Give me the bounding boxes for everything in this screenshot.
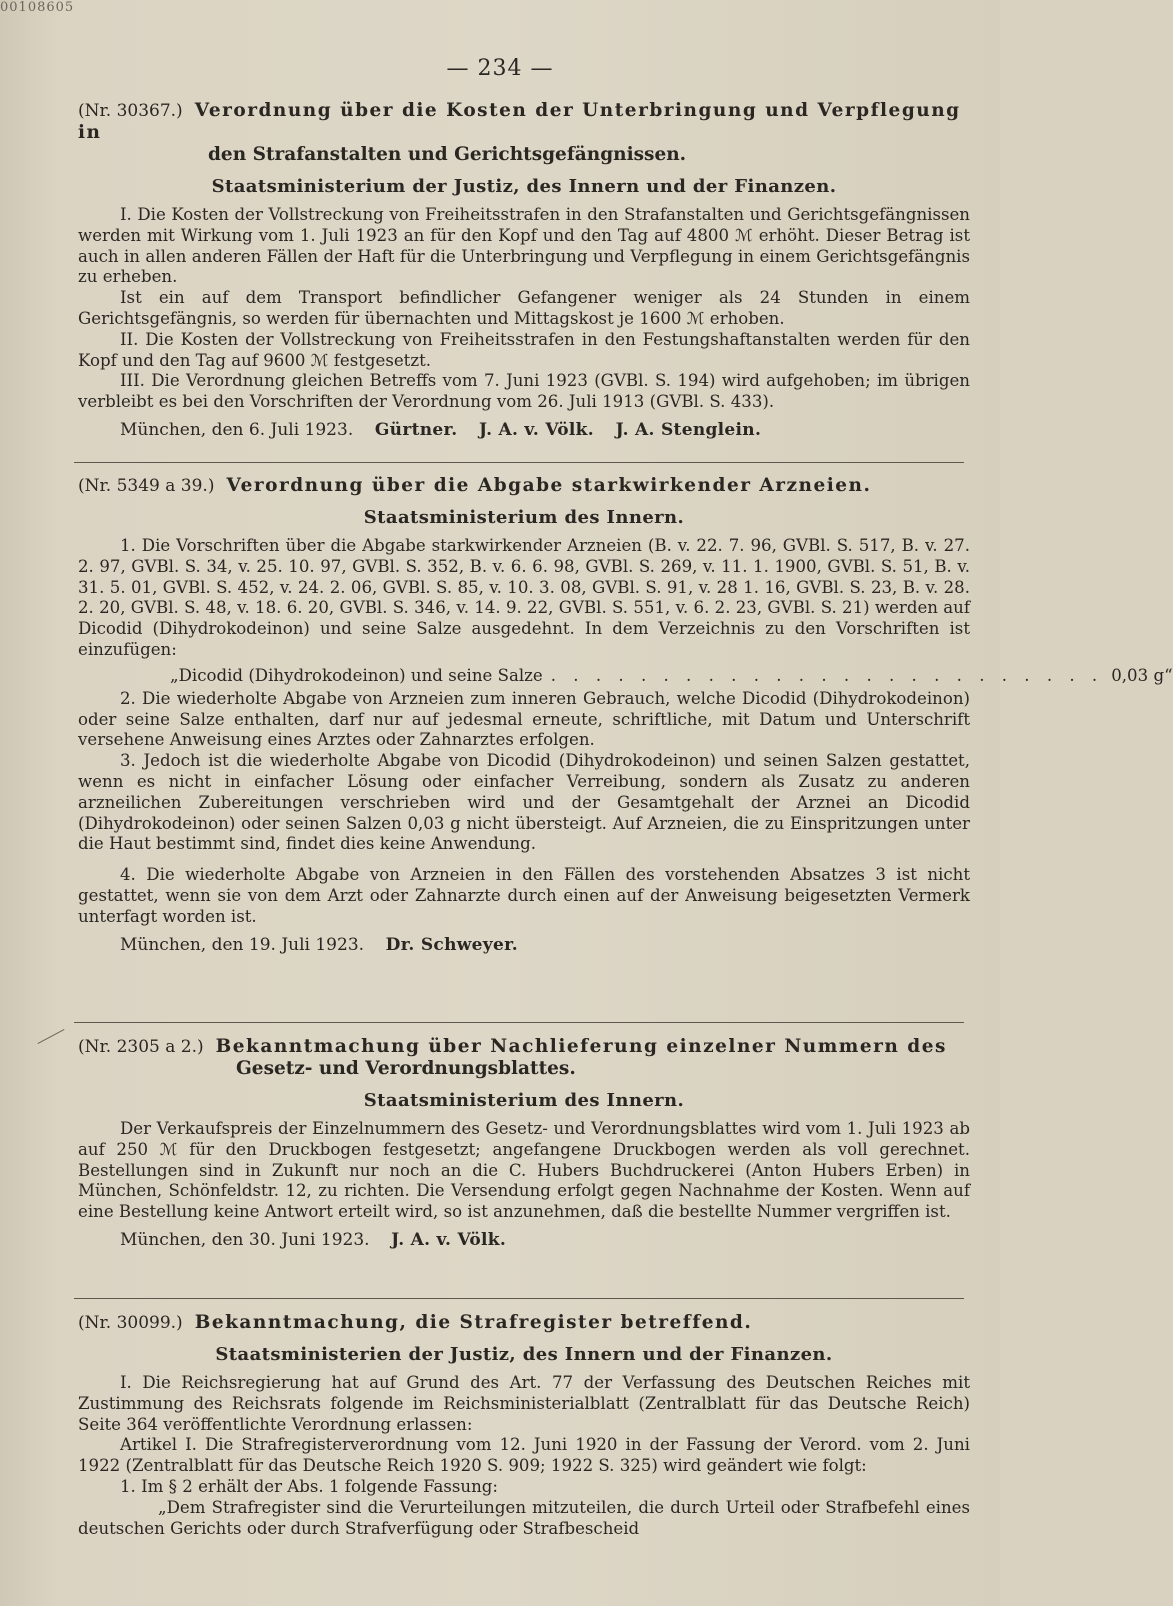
section-divider	[74, 462, 964, 463]
entry-amount: 0,03 g“	[1111, 665, 1173, 685]
signature-name: Gürtner.	[374, 419, 458, 440]
section-header	[78, 475, 970, 497]
section-title-continued: Gesetz- und Verordnungsblattes.	[236, 1058, 576, 1079]
section-strafregister	[78, 1312, 970, 1539]
paragraph: Der Verkaufspreis der Einzelnummern des Gesetz- und Verordnungsblattes wird vom 1. Juli 1923 ab auf 250 ℳ für den Druckbogen festgesetzt; angefangene Druckbogen werden als voll gerechnet. Bestellungen sind in Zukunft nur noch an die C. Hubers Buchdruckerei (Anton Hubers Erben) in München, Schönfeldstr. 12, zu richten. Die Versendung erfolgt gegen Nachnahme der Kosten. Wenn auf eine Bestellung keine Antwort erteilt wird, so ist anzunehmen, daß die bestellte Nummer vergriffen ist.	[78, 1119, 970, 1222]
section-title: Verordnung über die Kosten der Unterbringung und Verpflegung in	[78, 100, 961, 143]
ministry-heading: Staatsministerium des Innern.	[363, 507, 685, 528]
signature-place-date: München, den 19. Juli 1923.	[120, 934, 365, 955]
corner-code: 00108605	[0, 0, 75, 15]
section-number: (Nr. 30367.)	[78, 101, 183, 121]
section-nachlieferung	[78, 1036, 970, 1251]
signature-line	[78, 1229, 970, 1251]
section-title: Bekanntmachung, die Strafregister betreffend.	[194, 1312, 753, 1333]
section-number: (Nr. 30099.)	[78, 1313, 183, 1333]
signature-name: J. A. v. Völk.	[479, 419, 594, 440]
section-title-continued: den Strafanstalten und Gerichtsgefängnissen.	[208, 144, 687, 165]
paragraph: Ist ein auf dem Transport befindlicher Gefangener weniger als 24 Stunden in einem Gerichtsgefängnis, so werden für übernachten und Mittagskost je 1600 ℳ erhoben.	[78, 288, 970, 328]
section-title: Verordnung über die Abgabe starkwirkender Arzneien.	[226, 475, 872, 496]
section-header	[78, 1036, 970, 1058]
paragraph: II. Die Kosten der Vollstreckung von Freiheitsstrafen in den Festungshaftanstalten werden für den Kopf und den Tag auf 9600 ℳ festgesetzt.	[78, 329, 970, 370]
paragraph: 4. Die wiederholte Abgabe von Arzneien in den Fällen des vorstehenden Absatzes 3 ist nicht gestattet, wenn sie von dem Arzt oder Zahnarzte durch einen auf der Anweisung beigesetzten Vermerk unterfagt worden ist.	[78, 865, 970, 926]
section-arzneien	[78, 475, 1173, 956]
signature-line	[78, 934, 970, 956]
section-number: (Nr. 5349 a 39.)	[78, 476, 215, 496]
section-header	[78, 1312, 970, 1334]
section-kosten-unterbringung	[78, 100, 970, 441]
signature-place-date: München, den 6. Juli 1923.	[120, 419, 354, 440]
signature-name: J. A. v. Völk.	[391, 1229, 507, 1250]
margin-pencil-mark	[38, 1029, 65, 1044]
paragraph: Artikel I. Die Strafregisterverordnung vom 12. Juni 1920 in der Fassung der Verord. vom 2. Juni 1922 (Zentralblatt für das Deutsche Reich 1920 S. 909; 1922 S. 325) wird geändert wie folgt:	[78, 1435, 970, 1476]
entry-leader-dots: . . . . . . . . . . . . . . . . . . . . . . . . .	[550, 665, 1104, 685]
ministry-heading: Staatsministerium der Justiz, des Innern und der Finanzen.	[211, 176, 837, 197]
ministry-heading: Staatsministerium des Innern.	[363, 1090, 685, 1111]
ministry-heading: Staatsministerien der Justiz, des Innern und der Finanzen.	[215, 1344, 833, 1365]
page-number: — 234 —	[446, 56, 554, 81]
paragraph: 3. Jedoch ist die wiederholte Abgabe von Dicodid (Dihydrokodeinon) und seinen Salzen gestattet, wenn es nicht in einfacher Lösung oder einfacher Verreibung, sondern als Zusatz zu anderen arzneilichen Zubereitungen verschrieben wird und der Gesamtgehalt der Arznei an Dicodid (Dihydrokodeinon) oder seinen Salzen 0,03 g nicht übersteigt. Auf Arzneien, die zu Einspritzungen unter die Haut bestimmt sind, findet dies keine Anwendung.	[78, 751, 970, 854]
paragraph: I. Die Reichsregierung hat auf Grund des Art. 77 der Verfassung des Deutschen Reiches mit Zustimmung des Reichsrats folgende im Reichsministerialblatt (Zentralblatt für das Deutsche Reich) Seite 364 veröffentlichte Verordnung erlassen:	[78, 1373, 970, 1434]
paragraph: 1. Im § 2 erhält der Abs. 1 folgende Fassung:	[120, 1476, 498, 1496]
paragraph: „Dem Strafregister sind die Verurteilungen mitzuteilen, die durch Urteil oder Strafbefehl eines deutschen Gerichts oder durch Strafverfügung oder Strafbescheid	[78, 1497, 970, 1538]
section-divider	[74, 1298, 964, 1299]
paragraph: III. Die Verordnung gleichen Betreffs vom 7. Juni 1923 (GVBl. S. 194) wird aufgehoben; im übrigen verbleibt es bei den Vorschriften der Verordnung vom 26. Juli 1913 (GVBl. S. 433).	[78, 371, 970, 412]
inserted-entry	[78, 665, 1173, 687]
signature-line	[78, 419, 970, 441]
signature-place-date: München, den 30. Juni 1923.	[120, 1229, 370, 1250]
section-header	[78, 100, 970, 144]
paragraph: 2. Die wiederholte Abgabe von Arzneien zum inneren Gebrauch, welche Dicodid (Dihydrokodeinon) oder seine Salze enthalten, darf nur auf jedesmal erneute, schriftliche, mit Datum und Unterschrift versehene Anweisung eines Arztes oder Zahnarztes erfolgen.	[78, 688, 970, 750]
section-divider	[74, 1022, 964, 1023]
paragraph: 1. Die Vorschriften über die Abgabe starkwirkender Arzneien (B. v. 22. 7. 96, GVBl. S. 517, B. v. 27. 2. 97, GVBl. S. 34, v. 25. 10. 97, GVBl. S. 352, B. v. 6. 6. 98, GVBl. S. 269, v. 11. 1. 1900, GVBl. S. 51, B. v. 31. 5. 01, GVBl. S. 452, v. 24. 2. 06, GVBl. S. 85, v. 10. 3. 08, GVBl. S. 91, v. 28 1. 16, GVBl. S. 23, B. v. 28. 2. 20, GVBl. S. 48, v. 18. 6. 20, GVBl. S. 346, v. 14. 9. 22, GVBl. S. 551, v. 6. 2. 23, GVBl. S. 21) werden auf Dicodid (Dihydrokodeinon) und seine Salze ausgedehnt. In dem Verzeichnis zu den Vorschriften ist einzufügen:	[78, 536, 970, 659]
paragraph: I. Die Kosten der Vollstreckung von Freiheitsstrafen in den Strafanstalten und Gerichtsgefängnissen werden mit Wirkung vom 1. Juli 1923 an für den Kopf und den Tag auf 4800 ℳ erhöht. Dieser Betrag ist auch in allen anderen Fällen der Haft für die Unterbringung und Verpflegung in einem Gerichtsgefängnis zu erheben.	[78, 205, 970, 287]
signature-name: Dr. Schweyer.	[385, 934, 518, 955]
section-title: Bekanntmachung über Nachlieferung einzelner Nummern des	[215, 1036, 947, 1057]
signature-name: J. A. Stenglein.	[615, 419, 762, 440]
entry-text: „Dicodid (Dihydrokodeinon) und seine Salze	[170, 665, 543, 685]
section-number: (Nr. 2305 a 2.)	[78, 1037, 204, 1057]
